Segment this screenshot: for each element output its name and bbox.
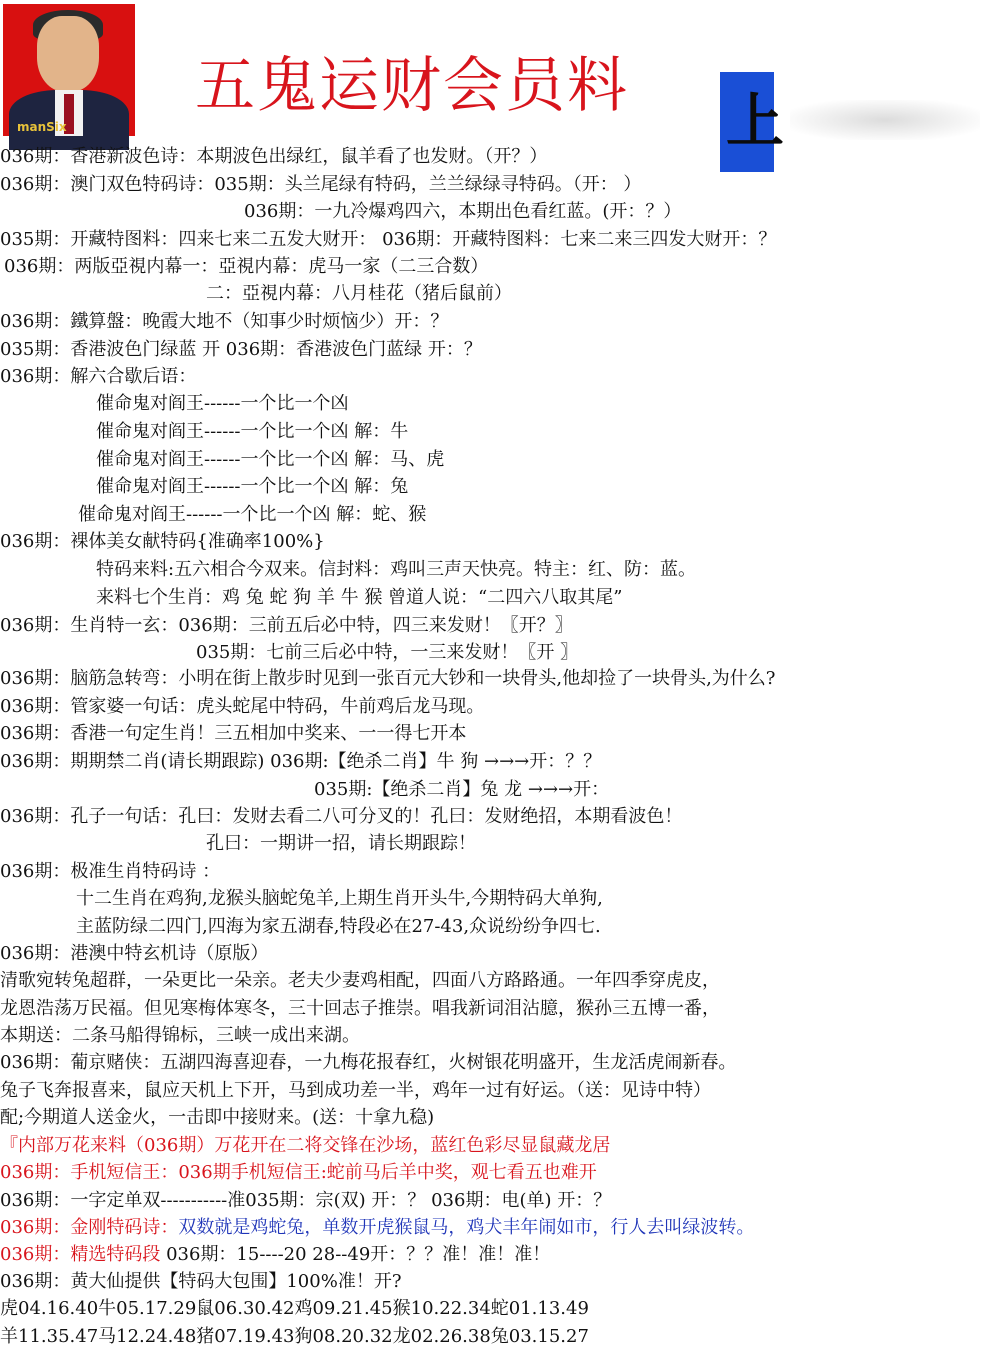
line-13: 催命鬼对阎王------一个比一个凶 解：兔 <box>96 476 409 497</box>
photo-watermark: manSix <box>17 120 67 134</box>
line-22: 036期：香港一句定生肖！三五相加中奖来、一一得七开本 <box>0 723 467 744</box>
line-39: 036期：一字定单双-----------准035期：宗(双) 开：？ 036期：电(单) 开：？ <box>0 1190 612 1211</box>
line-40-body: 双数就是鸡蛇兔，单数开虎猴鼠马，鸡犬丰年闹如市，行人去叫绿波转。 <box>178 1217 755 1238</box>
badge-glyph: 上 <box>726 87 785 155</box>
line-41-lead: 036期：精选特码段 <box>0 1244 161 1265</box>
line-23: 036期：期期禁二肖(请长期跟踪) 036期:【绝杀二肖】牛 狗 →→→开：？？ <box>0 751 602 772</box>
line-31: 清歌宛转兔超群，一朵更比一朵亲。老夫少妻鸡相配，四面八方路路通。一年四季穿虎皮， <box>0 970 720 991</box>
line-38: 036期：手机短信王：036期手机短信王:蛇前马后羊中奖，观七看五也难开 <box>0 1162 597 1183</box>
line-40 <box>0 1217 754 1239</box>
line-37: 『内部万花来料（036期）万花开在二将交锋在沙场，蓝红色彩尽显鼠藏龙居 <box>0 1135 611 1156</box>
line-30: 036期：港澳中特玄机诗（原版） <box>0 943 269 964</box>
line-3: 036期：一九冷爆鸡四六，本期出色看红蓝。(开：？） <box>244 201 682 222</box>
line-21: 036期：管家婆一句话：虎头蛇尾中特码，牛前鸡后龙马现。 <box>0 696 485 717</box>
line-20: 036期：脑筋急转弯：小明在街上散步时见到一张百元大钞和一块骨头,他却捡了一块骨头,为什么? <box>0 668 776 689</box>
line-2: 036期：澳门双色特码诗：035期：头兰尾绿有特码，兰兰绿绿寻特码。（开： ） <box>0 174 642 195</box>
line-18: 036期：生肖特一玄：036期：三前五后必中特，四三来发财！〖开？〗 <box>0 615 573 636</box>
line-36: 配;今期道人送金火，一击即中接财来。(送：十拿九稳) <box>0 1107 435 1128</box>
line-10: 催命鬼对阎王------一个比一个凶 <box>96 393 349 414</box>
line-34: 036期：葡京赌侠：五湖四海喜迎春，一九梅花报春红，火树银花明盛开，生龙活虎闹新春。 <box>0 1052 737 1073</box>
line-5: 036期：两版亞視内幕一：亞視内幕：虎马一家（二三合数） <box>4 256 489 277</box>
line-32: 龙恩浩荡万民福。但见寒梅体寒冬，三十回志子推崇。唱我新词泪沾臆，猴孙三五博一番， <box>0 998 720 1019</box>
line-4: 035期：开藏特图料：四来七来二五发大财开： 036期：开藏特图料：七来二来三四发大财开：？ <box>0 229 777 250</box>
page-title: 五鬼运财会员料 <box>195 51 629 121</box>
line-19: 035期：七前三后必中特，一三来发财！〖开 〗 <box>196 642 579 663</box>
line-35: 兔子飞奔报喜来，鼠应天机上下开，马到成功差一半，鸡年一过有好运。（送：见诗中特） <box>0 1080 711 1101</box>
decorative-smudge <box>790 100 980 140</box>
line-6: 二：亞視内幕：八月桂花（猪后鼠前） <box>206 283 512 304</box>
line-44: 羊11.35.47马12.24.48猪07.19.43狗08.20.32龙02.26.38兔03.15.27 <box>0 1326 589 1347</box>
line-8: 035期：香港波色门绿蓝 开 036期：香港波色门蓝绿 开：？ <box>0 339 482 360</box>
line-16: 特码来料:五六相合今双来。信封料：鸡叫三声天快亮。特主：红、防：蓝。 <box>96 559 697 580</box>
line-7: 036期：鐵算盤：晚霞大地不（知事少时烦恼少）开：？ <box>0 311 449 332</box>
line-11: 催命鬼对阎王------一个比一个凶 解：牛 <box>96 421 409 442</box>
line-17: 来料七个生肖：鸡 兔 蛇 狗 羊 牛 猴 曾道人说：“二四六八取其尾” <box>96 587 623 608</box>
line-42: 036期：黄大仙提供【特码大包围】100%准！开? <box>0 1271 402 1292</box>
line-33: 本期送：二条马船得锦标，三峡一成出来湖。 <box>0 1025 360 1046</box>
line-40-lead: 036期：金刚特码诗： <box>0 1217 179 1238</box>
line-28: 十二生肖在鸡狗,龙猴头脑蛇兔羊,上期生肖开头牛,今期特码大单狗, <box>76 888 603 909</box>
line-14: 催命鬼对阎王------一个比一个凶 解：蛇、猴 <box>78 504 427 525</box>
line-24: 035期:【绝杀二肖】兔 龙 →→→开： <box>314 779 610 800</box>
line-41-body: 036期：15----20 28--49开：？？准！准！准！ <box>160 1244 551 1265</box>
host-photo <box>3 4 135 136</box>
line-15: 036期：裸体美女献特码{准确率100%} <box>0 531 325 552</box>
line-25: 036期：孔子一句话：孔曰：发财去看二八可分叉的！孔曰：发财绝招，本期看波色！ <box>0 806 683 827</box>
line-12: 催命鬼对阎王------一个比一个凶 解：马、虎 <box>96 449 445 470</box>
corner-badge <box>720 72 785 172</box>
line-26: 孔曰：一期讲一招，请长期跟踪！ <box>206 833 476 854</box>
line-27: 036期：极准生肖特码诗 ： <box>0 861 221 882</box>
photo-face <box>37 16 99 92</box>
line-29: 主蓝防绿二四门,四海为家五湖春,特段必在27-43,众说纷纷争四七. <box>76 916 601 937</box>
line-41 <box>0 1244 550 1266</box>
line-1: 036期：香港新波色诗：本期波色出绿红，鼠羊看了也发财。（开？） <box>0 146 548 167</box>
line-9: 036期：解六合歇后语： <box>0 366 197 387</box>
line-43: 虎04.16.40牛05.17.29鼠06.30.42鸡09.21.45猴10.22.34蛇01.13.49 <box>0 1298 589 1319</box>
